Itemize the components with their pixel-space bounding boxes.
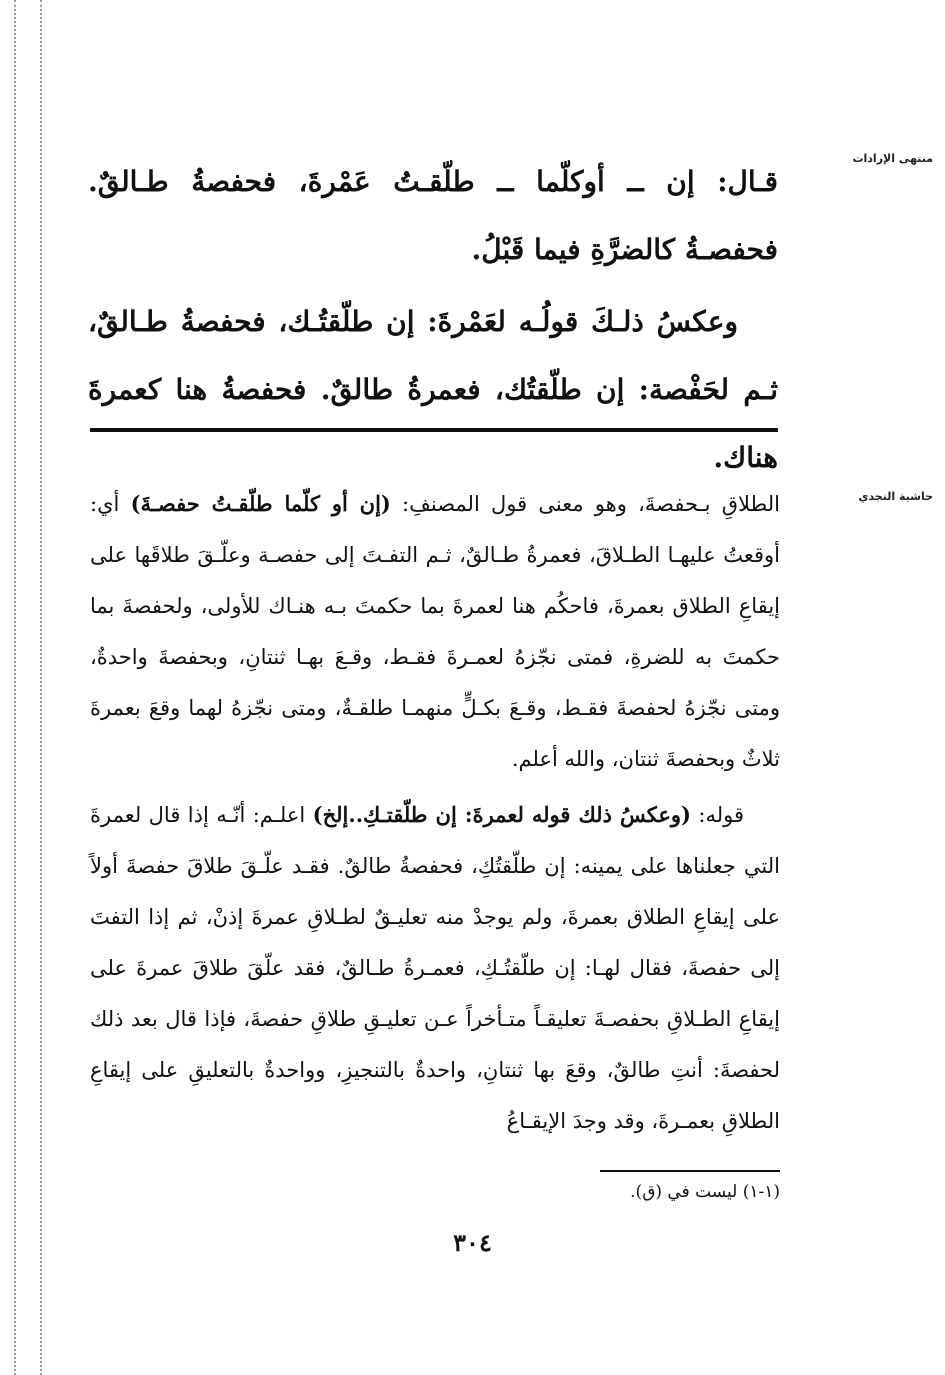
main-text-paragraph-1: قـال: إن ــ أوكلّما ــ طلّقـتُ عَمْرةَ، فحفصةُ طـالقٌ. فحفصـةُ كالضرَّةِ فيما قَبْلُ. bbox=[88, 165, 778, 266]
commentary-p1-body: أي: أوقعتُ عليهـا الطـلاقَ، فعمرةُ طـالقٌ، ثـم التفـتَ إلى حفصـة وعلّـقَ طلاقَها على إيقاعِ الطلاق بعمرةَ، فاحكُم هنا لعمرةَ بما حكمتَ بـه هنـاك للأولى، ولحفصةَ بما حكمتَ به للضرةِ، فمتى نجّزهُ لعمـرةَ فقـط، وقـعَ بهـا ثنتانِ، وبحفصةَ واحدةٌ، ومتى نجّزهُ لحفصةَ فقـط، وقـعَ بكـلٍّ منهمـا طلقـةٌ، ومتى نجّزهُ لهما وقعَ بعمرةَ ثلاثٌ وبحفصةَ ثنتان، والله أعلم. bbox=[90, 492, 780, 771]
section-divider bbox=[90, 428, 778, 432]
footnote-divider bbox=[600, 1170, 780, 1172]
hashiya-source-label: حاشية النجدي bbox=[858, 490, 933, 503]
commentary-p2-quote: (وعكسُ ذلك قوله لعمرةَ: إن طلّقتـكِ..إلخ) bbox=[312, 802, 691, 827]
commentary-p1-quote: (إن أو كلّما طلّقـتُ حفصـةَ) bbox=[130, 491, 391, 516]
binding-dots-inner bbox=[40, 0, 42, 1375]
binding-dots-left bbox=[14, 0, 16, 1375]
main-text bbox=[88, 148, 778, 496]
page-number: ٣٠٤ bbox=[453, 1228, 492, 1257]
commentary-p2-lead: قوله: bbox=[690, 803, 745, 827]
commentary-p2-body: اعلـم: أنّـه إذا قال لعمرةَ التي جعلناها على يمينه: إن طلّقتُكِ، فحفصةُ طالقٌ. فقـد علّـقَ طلاقَ حفصةَ أولاً على إيقاعِ الطلاق بعمرةَ، ولم يوجدْ منه تعليـقٌ لطـلاقِ عمرةَ إذنْ، ثم إذا التفتَ إلى حفصةَ، فقال لهـا: إن طلّقتُـكِ، فعمـرةُ طـالقٌ، فقد علّقَ طلاقَ عمرةَ على إيقاعِ الطـلاقِ بحفصـةَ تعليقـاً متـأخراً عـن تعليـقِ طلاقِ حفصةَ، فإذا قال بعد ذلك لحفصةَ: أنتِ طالقٌ، وقعَ بها ثنتانِ، واحدةٌ بالتنجيزِ، وواحدةٌ بالتعليقِ على إيقاعِ الطلاقِ بعمـرةَ، وقد وجدَ الإيقـاعُ bbox=[90, 803, 780, 1133]
commentary-paragraph-2 bbox=[90, 789, 780, 1147]
main-text-paragraph-2: وعكسُ ذلـكَ قولُـه لعَمْرةَ: إن طلّقتُـك، فحفصةُ طـالقٌ، ثـم لحَفْصة: إن طلّقتُك، فعمرةُ طالقٌ. فحفصةُ هنا كعمرةَ هناك. bbox=[88, 305, 778, 474]
commentary-p1-lead: الطلاقِ بـحفصةَ، وهو معنى قول المصنفِ: bbox=[390, 492, 780, 516]
footnote: (١-١) ليست في (ق). bbox=[630, 1182, 780, 1202]
commentary-paragraph-1 bbox=[90, 478, 780, 785]
commentary-text bbox=[90, 478, 780, 1151]
matn-source-label: منتهى الإرادات bbox=[852, 152, 933, 165]
